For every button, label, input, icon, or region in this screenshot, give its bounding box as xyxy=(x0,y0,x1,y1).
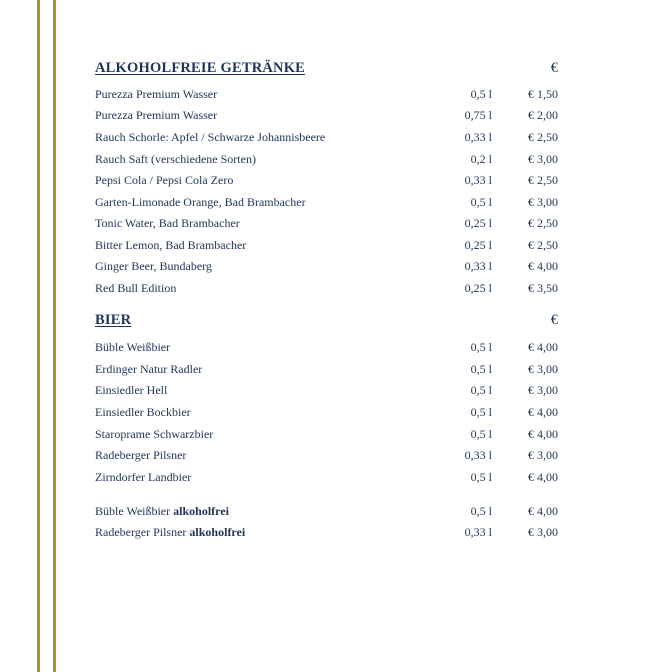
section-header-bier xyxy=(95,312,558,332)
item-price: € 3,00 xyxy=(528,362,558,376)
item-name: Büble Weißbier xyxy=(95,340,171,354)
item-price: € 2,50 xyxy=(528,216,558,230)
menu-item xyxy=(95,279,558,297)
item-price: € 3,00 xyxy=(528,448,558,462)
menu-item xyxy=(95,338,558,356)
item-price: € 4,00 xyxy=(528,259,558,273)
item-volume: 0,33 l xyxy=(464,448,492,462)
menu-item xyxy=(95,85,558,103)
section-header-alkoholfreie-getraenke xyxy=(95,60,558,80)
item-price: € 4,00 xyxy=(528,427,558,441)
menu-item xyxy=(95,523,558,541)
item-price: € 3,00 xyxy=(528,525,558,539)
item-volume: 0,25 l xyxy=(464,281,492,295)
item-name: Rauch Schorle: Apfel / Schwarze Johannisbeere xyxy=(95,130,326,144)
left-gold-rule xyxy=(37,0,40,672)
item-price: € 4,00 xyxy=(528,405,558,419)
item-price: € 4,00 xyxy=(528,504,558,518)
item-volume: 0,33 l xyxy=(464,259,492,273)
menu-item xyxy=(95,468,558,486)
item-name: Red Bull Edition xyxy=(95,281,177,295)
menu-item xyxy=(95,360,558,378)
item-volume: 0,33 l xyxy=(464,525,492,539)
item-name: Pepsi Cola / Pepsi Cola Zero xyxy=(95,173,234,187)
menu-item xyxy=(95,502,558,520)
currency-label: € xyxy=(550,60,558,76)
menu-item xyxy=(95,171,558,189)
item-name: Ginger Beer, Bundaberg xyxy=(95,259,212,273)
menu-item xyxy=(95,214,558,232)
item-volume: 0,5 l xyxy=(470,340,492,354)
item-name: Zirndorfer Landbier xyxy=(95,470,192,484)
item-volume: 0,5 l xyxy=(470,362,492,376)
menu-item xyxy=(95,106,558,124)
item-name: Rauch Saft (verschiedene Sorten) xyxy=(95,152,256,166)
item-price: € 3,00 xyxy=(528,383,558,397)
menu-item xyxy=(95,425,558,443)
item-volume: 0,5 l xyxy=(470,405,492,419)
item-name: Staroprame Schwarzbier xyxy=(95,427,214,441)
menu-item xyxy=(95,193,558,211)
menu-item xyxy=(95,446,558,464)
item-price: € 3,50 xyxy=(528,281,558,295)
currency-label: € xyxy=(550,312,558,328)
item-volume: 0,25 l xyxy=(464,216,492,230)
menu-item xyxy=(95,236,558,254)
item-name: Purezza Premium Wasser xyxy=(95,108,218,122)
item-volume: 0,5 l xyxy=(470,470,492,484)
item-name: Tonic Water, Bad Brambacher xyxy=(95,216,240,230)
item-volume: 0,2 l xyxy=(470,152,492,166)
menu-item xyxy=(95,381,558,399)
item-name: Radeberger Pilsner xyxy=(95,448,187,462)
item-price: € 2,50 xyxy=(528,238,558,252)
item-volume: 0,5 l xyxy=(470,87,492,101)
item-price: € 2,50 xyxy=(528,173,558,187)
item-volume: 0,25 l xyxy=(464,238,492,252)
item-volume: 0,33 l xyxy=(464,173,492,187)
item-name: Purezza Premium Wasser xyxy=(95,87,218,101)
item-price: € 4,00 xyxy=(528,470,558,484)
item-volume: 0,5 l xyxy=(470,195,492,209)
item-name: Bitter Lemon, Bad Brambacher xyxy=(95,238,247,252)
item-volume: 0,33 l xyxy=(464,130,492,144)
item-name: Büble Weißbier alkoholfrei xyxy=(95,504,229,518)
menu-item xyxy=(95,128,558,146)
item-name: Radeberger Pilsner alkoholfrei xyxy=(95,525,246,539)
item-volume: 0,5 l xyxy=(470,427,492,441)
inner-gold-rule xyxy=(53,0,56,672)
menu-item xyxy=(95,150,558,168)
item-price: € 1,50 xyxy=(528,87,558,101)
item-name: Einsiedler Bockbier xyxy=(95,405,191,419)
section-title: BIER xyxy=(95,312,132,328)
item-price: € 2,50 xyxy=(528,130,558,144)
item-volume: 0,75 l xyxy=(464,108,492,122)
item-name: Garten-Limonade Orange, Bad Brambacher xyxy=(95,195,306,209)
item-price: € 2,00 xyxy=(528,108,558,122)
item-volume: 0,5 l xyxy=(470,504,492,518)
menu-item xyxy=(95,257,558,275)
item-price: € 4,00 xyxy=(528,340,558,354)
item-volume: 0,5 l xyxy=(470,383,492,397)
item-name: Erdinger Natur Radler xyxy=(95,362,203,376)
menu-item xyxy=(95,403,558,421)
item-name: Einsiedler Hell xyxy=(95,383,168,397)
item-price: € 3,00 xyxy=(528,195,558,209)
item-price: € 3,00 xyxy=(528,152,558,166)
section-title: ALKOHOLFREIE GETRÄNKE xyxy=(95,60,306,76)
